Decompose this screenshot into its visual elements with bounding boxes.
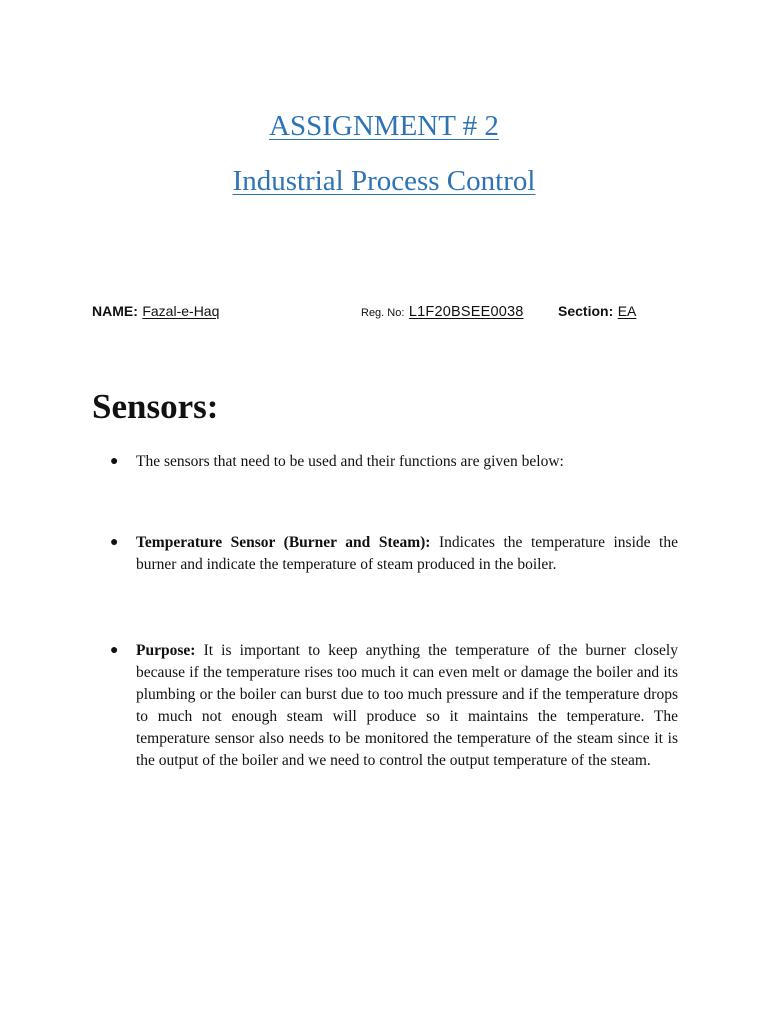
bullet-body: The sensors that need to be used and their functions are given below: (136, 453, 564, 470)
section-value: EA (617, 303, 637, 319)
bullet-item (110, 640, 678, 772)
bullet-item (110, 451, 678, 473)
bullet-icon: ● (110, 454, 119, 469)
reg-no-label: Reg. No: (361, 307, 405, 319)
bullet-text (136, 451, 678, 473)
bullet-text (136, 640, 678, 772)
bullet-text (136, 532, 678, 576)
name-label: NAME: (92, 303, 138, 319)
bullet-icon: ● (110, 535, 119, 550)
document-title: ASSIGNMENT # 2 (269, 110, 499, 142)
student-info-row (0, 303, 768, 323)
document-subtitle: Industrial Process Control (232, 165, 536, 197)
bullet-body: It is important to keep anything the temperature of the burner closely because if the temperature rises too much it can even melt or damage the boiler and its plumbing or the boiler can burst due to too much pressure and if the temperature drops to much not enough steam will produce so it maintains the temperature. The temperature sensor also needs to be monitored the temperature of the steam since it is the output of the boiler and we need to control the output temperature of the steam. (136, 642, 678, 769)
bullet-icon: ● (110, 643, 119, 658)
bullet-body: Indicates the temperature inside the burner and indicate the temperature of steam produced in the boiler. (136, 534, 678, 573)
bullet-lead: Temperature Sensor (Burner and Steam): (136, 534, 431, 551)
bullet-lead: Purpose: (136, 642, 196, 659)
name-field (92, 303, 219, 321)
name-value: Fazal-e-Haq (142, 303, 220, 319)
section-heading: Sensors: (92, 387, 219, 426)
section-field (558, 303, 636, 321)
section-label: Section: (558, 303, 614, 319)
reg-no-value: L1F20BSEE0038 (408, 304, 524, 320)
bullet-item (110, 532, 678, 576)
reg-no-field (361, 303, 524, 321)
